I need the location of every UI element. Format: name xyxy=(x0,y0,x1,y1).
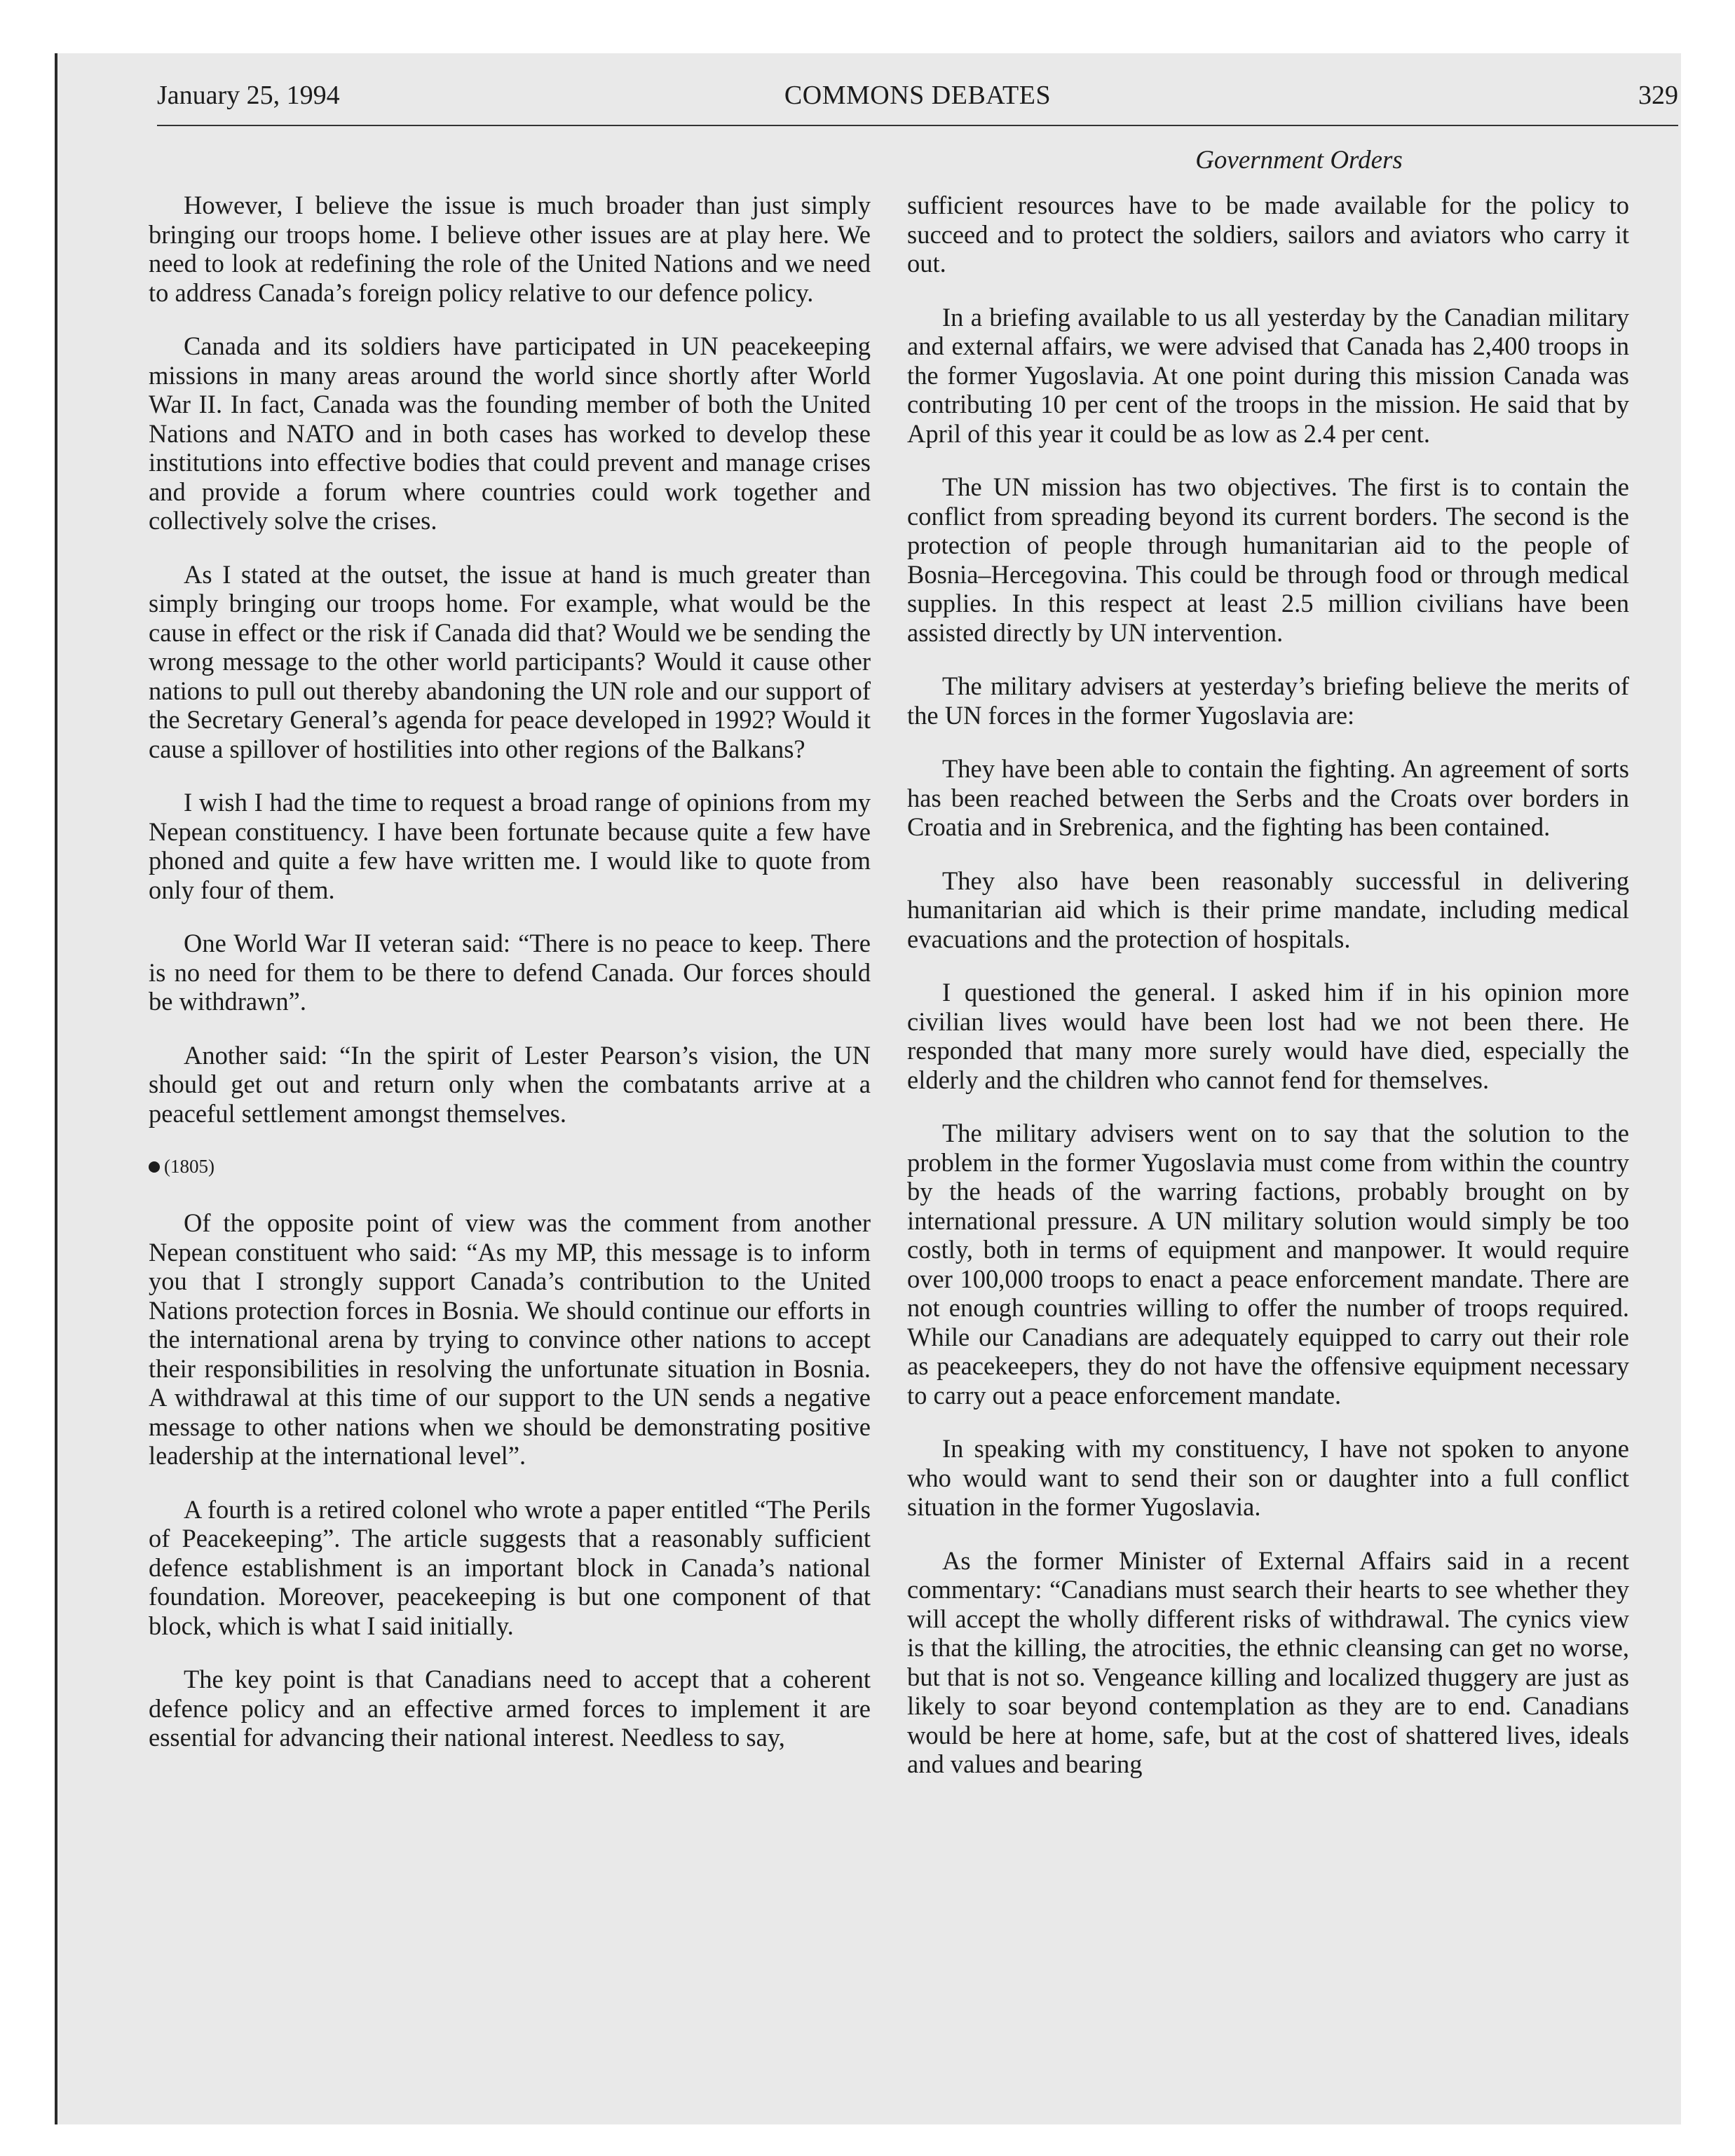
paragraph: As I stated at the outset, the issue at hand is much greater than simply bringing our troops home. For example, what would be the cause in effect or the risk if Canada did that? Would we be sending the wrong message to the other world participants? Would it cause other nations to pull out thereby abandoning the UN role and our support of the Secretary General’s agenda for peace developed in 1992? Would it cause a spillover of hostilities into other regions of the Balkans? xyxy=(149,559,871,763)
paragraph: The military advisers went on to say that the solution to the problem in the former Yugoslavia must come from within the country by the heads of the warring factions, probably brought on by international pressure. A UN military solution would simply be too costly, both in terms of equipment and manpower. It would require over 100,000 troops to enact a peace enforcement mandate. There are not enough countries willing to offer the number of troops required. While our Canadians are adequately equipped to carry out their role as peacekeepers, they do not have the offensive equipment necessary to carry out a peace enforcement mandate. xyxy=(907,1119,1629,1410)
scanned-page xyxy=(55,53,1681,2124)
header-rule xyxy=(157,125,1678,126)
paragraph: In a briefing available to us all yesterday by the Canadian military and external affairs, we were advised that Canada has 2,400 troops in the former Yugoslavia. At one point during this mission Canada was contributing 10 per cent of the troops in the mission. He said that by April of this year it could be as low as 2.4 per cent. xyxy=(907,302,1629,448)
paragraph: Canada and its soldiers have participated in UN peacekeeping missions in many areas around the world since shortly after World War II. In fact, Canada was the founding member of both the United Nations and NATO and in both cases has worked to develop these institutions into effective bodies that could prevent and manage crises and provide a forum where countries could work together and collectively solve the crises. xyxy=(149,332,871,535)
paragraph: As the former Minister of External Affairs said in a recent commentary: “Canadians must search their hearts to see whether they will accept the wholly different risks of withdrawal. The cynics view is that the killing, the atrocities, the ethnic cleansing can get no worse, but that is not so. Vengeance killing and localized thuggery are just as likely to soar beyond contemplation as they are to end. Canadians would be here at home, safe, but at the cost of shattered lives, ideals and values and bearing xyxy=(907,1546,1629,1778)
paragraph: The UN mission has two objectives. The first is to contain the conflict from spreading beyond its current borders. The second is the protection of people through humanitarian aid to the people of Bosnia–Hercegovina. This could be through food or through medical supplies. In this respect at least 2.5 million civilians have been assisted directly by UN intervention. xyxy=(907,472,1629,647)
bullet-icon xyxy=(149,1161,160,1173)
header-date: January 25, 1994 xyxy=(157,81,340,110)
header-publication: COMMONS DEBATES xyxy=(784,81,1052,110)
running-header xyxy=(157,74,1678,116)
paragraph: The military advisers at yesterday’s briefing believe the merits of the UN forces in the former Yugoslavia are: xyxy=(907,671,1629,730)
paragraph: However, I believe the issue is much broader than just simply bringing our troops home. I believe other issues are at play here. We need to look at redefining the role of the United Nations and we need to address Canada’s foreign policy relative to our defence policy. xyxy=(149,191,871,307)
time-marker xyxy=(149,1152,871,1180)
paragraph: One World War II veteran said: “There is no peace to keep. There is no need for them to be there to defend Canada. Our forces should be withdrawn”. xyxy=(149,929,871,1016)
paragraph: I questioned the general. I asked him if in his opinion more civilian lives would have been lost had we not been there. He responded that many more surely would have died, especially the elderly and the children who cannot fend for themselves. xyxy=(907,978,1629,1094)
section-label: Government Orders xyxy=(1195,146,1403,175)
timestamp-text: (1805) xyxy=(164,1156,215,1177)
scan-border xyxy=(55,53,57,2124)
paragraph: Another said: “In the spirit of Lester Pearson’s vision, the UN should get out and return only when the combatants arrive at a peaceful settlement amongst themselves. xyxy=(149,1040,871,1128)
paragraph: A fourth is a retired colonel who wrote a paper entitled “The Perils of Peacekeeping”. The article suggests that a reasonably sufficient defence establishment is an important block in Canada’s national foundation. Moreover, peacekeeping is but one component of that block, which is what I said initially. xyxy=(149,1494,871,1640)
paragraph: I wish I had the time to request a broad range of opinions from my Nepean constituency. I have been fortunate because quite a few have phoned and quite a few have written me. I would like to quote from only four of them. xyxy=(149,788,871,904)
paragraph: They also have been reasonably successful in delivering humanitarian aid which is their prime mandate, including medical evacuations and the protection of hospitals. xyxy=(907,866,1629,953)
right-column xyxy=(907,191,1629,1803)
paragraph: In speaking with my constituency, I have not spoken to anyone who would want to send their son or daughter into a full conflict situation in the former Yugoslavia. xyxy=(907,1434,1629,1521)
paragraph: Of the opposite point of view was the comment from another Nepean constituent who said: “As my MP, this message is to inform you that I strongly support Canada’s contribution to the United Nations protection forces in Bosnia. We should continue our efforts in the international arena by trying to convince other nations to accept their responsibilities in resolving the unfortunate situation in Bosnia. A withdrawal at this time of our support to the UN sends a negative message to other nations when we should be demonstrating positive leadership at the international level”. xyxy=(149,1208,871,1470)
paragraph: They have been able to contain the fighting. An agreement of sorts has been reached between the Serbs and the Croats over borders in Croatia and in Srebrenica, and the fighting has been contained. xyxy=(907,754,1629,841)
continued-paragraph: sufficient resources have to be made available for the policy to succeed and to protect the soldiers, sailors and aviators who carry it out. xyxy=(907,191,1629,278)
paragraph: The key point is that Canadians need to accept that a coherent defence policy and an effective armed forces to implement it are essential for advancing their national interest. Needless to say, xyxy=(149,1665,871,1752)
page-number: 329 xyxy=(1638,81,1678,110)
left-column xyxy=(149,191,871,1777)
